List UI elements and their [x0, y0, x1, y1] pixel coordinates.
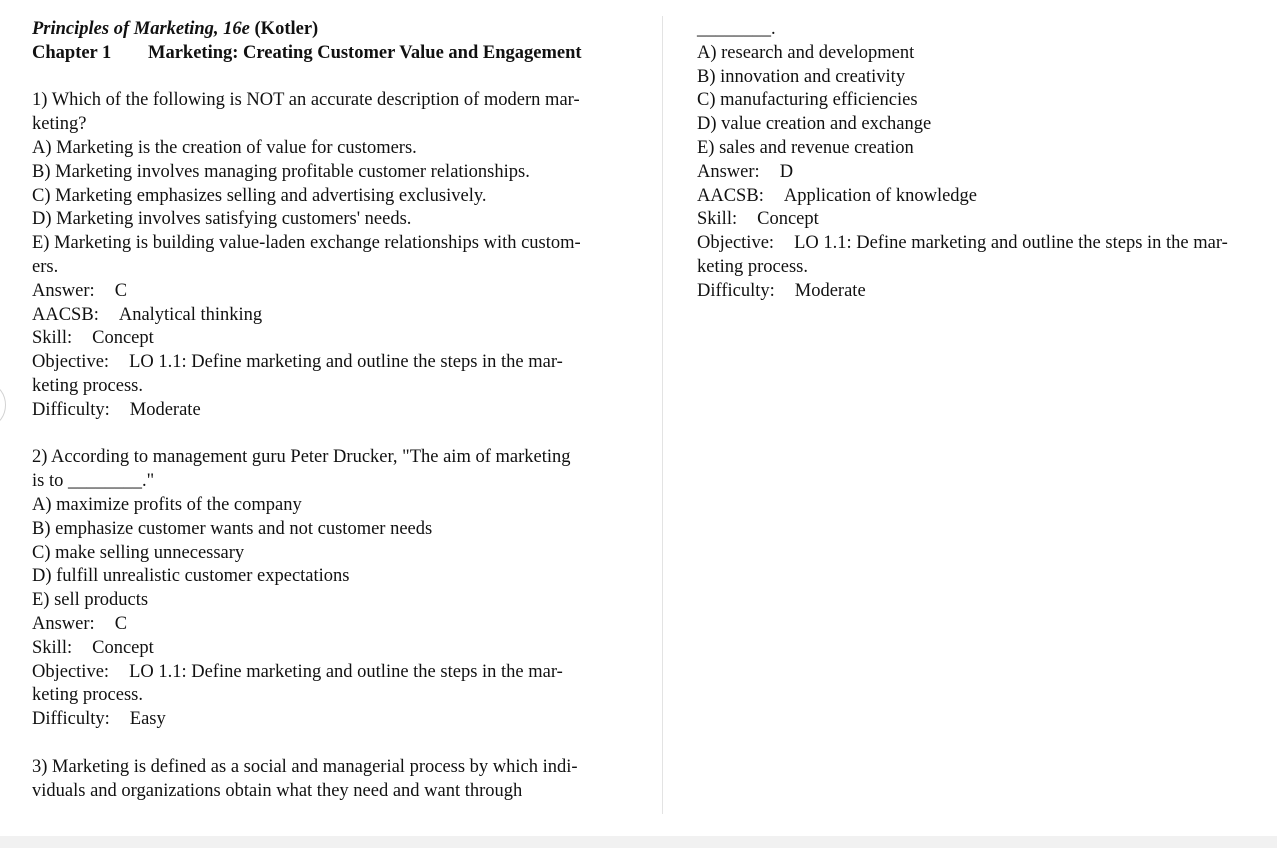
- answer-option: D) value creation and exchange: [697, 114, 932, 135]
- column-divider: [662, 16, 663, 814]
- difficulty-line: [32, 708, 632, 732]
- answer-label: Answer:: [32, 613, 95, 634]
- aacsb-line: [32, 304, 632, 328]
- book-author: (Kotler): [249, 19, 319, 39]
- difficulty-label: Difficulty:: [32, 709, 110, 730]
- answer-label: Answer:: [32, 280, 95, 301]
- chapter-title: Marketing: Creating Customer Value and Engagement: [148, 42, 582, 63]
- answer-value: D: [779, 161, 794, 182]
- answer-option: C) Marketing emphasizes selling and advertising exclusively.: [32, 185, 487, 206]
- aacsb-value: Application of knowledge: [783, 185, 978, 206]
- skill-value: Concept: [757, 209, 819, 230]
- answer-option: C) manufacturing efficiencies: [697, 90, 918, 111]
- answer-line: [697, 161, 1275, 185]
- skill-line: [32, 637, 632, 661]
- right-column: [697, 18, 1275, 304]
- difficulty-value: Easy: [129, 709, 166, 730]
- objective-continuation: keting process.: [32, 685, 143, 706]
- skill-label: Skill:: [32, 328, 73, 349]
- question-stem: 1) Which of the following is NOT an accurate description of modern mar-: [32, 90, 580, 111]
- question-stem: is to ________.": [32, 471, 155, 492]
- answer-option: A) Marketing is the creation of value for customers.: [32, 137, 417, 158]
- question-stem: 3) Marketing is defined as a social and managerial process by which indi-: [32, 756, 578, 777]
- answer-option: C) make selling unnecessary: [32, 542, 245, 563]
- objective-line: [32, 661, 632, 685]
- objective-continuation: keting process.: [32, 375, 143, 396]
- skill-value: Concept: [92, 328, 154, 349]
- answer-option: D) fulfill unrealistic customer expectations: [32, 566, 350, 587]
- page-edge-indicator: [0, 385, 6, 425]
- answer-line: [32, 280, 632, 304]
- answer-option: D) Marketing involves satisfying customers' needs.: [32, 209, 412, 230]
- objective-line: [32, 351, 632, 375]
- answer-value: C: [114, 280, 128, 301]
- objective-value: LO 1.1: Define marketing and outline the steps in the mar-: [129, 661, 563, 682]
- answer-option: A) maximize profits of the company: [32, 494, 302, 515]
- question-stem: viduals and organizations obtain what they need and want through: [32, 780, 523, 801]
- objective-value: LO 1.1: Define marketing and outline the steps in the mar-: [129, 352, 563, 373]
- difficulty-line: [697, 280, 1275, 304]
- aacsb-value: Analytical thinking: [118, 304, 263, 325]
- objective-continuation: keting process.: [697, 256, 808, 277]
- answer-option: B) Marketing involves managing profitable customer relationships.: [32, 161, 530, 182]
- difficulty-value: Moderate: [129, 399, 201, 420]
- difficulty-label: Difficulty:: [697, 280, 775, 301]
- question-1: [32, 89, 632, 422]
- chapter-number: Chapter 1: [32, 42, 112, 63]
- answer-option: B) emphasize customer wants and not customer needs: [32, 518, 433, 539]
- answer-option: B) innovation and creativity: [697, 66, 906, 87]
- answer-option: E) sales and revenue creation: [697, 137, 914, 158]
- answer-line: [32, 613, 632, 637]
- aacsb-line: [697, 185, 1275, 209]
- skill-line: [32, 327, 632, 351]
- aacsb-label: AACSB:: [697, 185, 764, 206]
- skill-label: Skill:: [32, 637, 73, 658]
- answer-value: C: [114, 613, 128, 634]
- question-stem: keting?: [32, 114, 87, 135]
- answer-label: Answer:: [697, 161, 760, 182]
- question-stem: 2) According to management guru Peter Drucker, "The aim of marketing: [32, 447, 571, 468]
- book-heading: [32, 18, 632, 42]
- answer-option: E) Marketing is building value-laden exchange relationships with custom-: [32, 233, 581, 254]
- answer-option: ers.: [32, 256, 59, 277]
- objective-line: [697, 232, 1275, 256]
- objective-label: Objective:: [32, 661, 110, 682]
- skill-line: [697, 208, 1275, 232]
- question-stem: ________.: [697, 19, 776, 39]
- left-column: [32, 18, 632, 803]
- objective-label: Objective:: [32, 352, 110, 373]
- objective-label: Objective:: [697, 233, 775, 254]
- objective-value: LO 1.1: Define marketing and outline the steps in the mar-: [794, 233, 1228, 254]
- horizontal-scroll-area[interactable]: [0, 836, 1277, 848]
- question-2: [32, 446, 632, 732]
- aacsb-label: AACSB:: [32, 304, 99, 325]
- chapter-heading: [32, 42, 632, 66]
- skill-value: Concept: [92, 637, 154, 658]
- difficulty-value: Moderate: [794, 280, 866, 301]
- question-3-continued: [697, 18, 1275, 304]
- question-3-start: [32, 756, 632, 804]
- difficulty-line: [32, 399, 632, 423]
- book-title: Principles of Marketing, 16e: [32, 19, 250, 39]
- difficulty-label: Difficulty:: [32, 399, 110, 420]
- answer-option: E) sell products: [32, 590, 149, 611]
- skill-label: Skill:: [697, 209, 738, 230]
- answer-option: A) research and development: [697, 42, 915, 63]
